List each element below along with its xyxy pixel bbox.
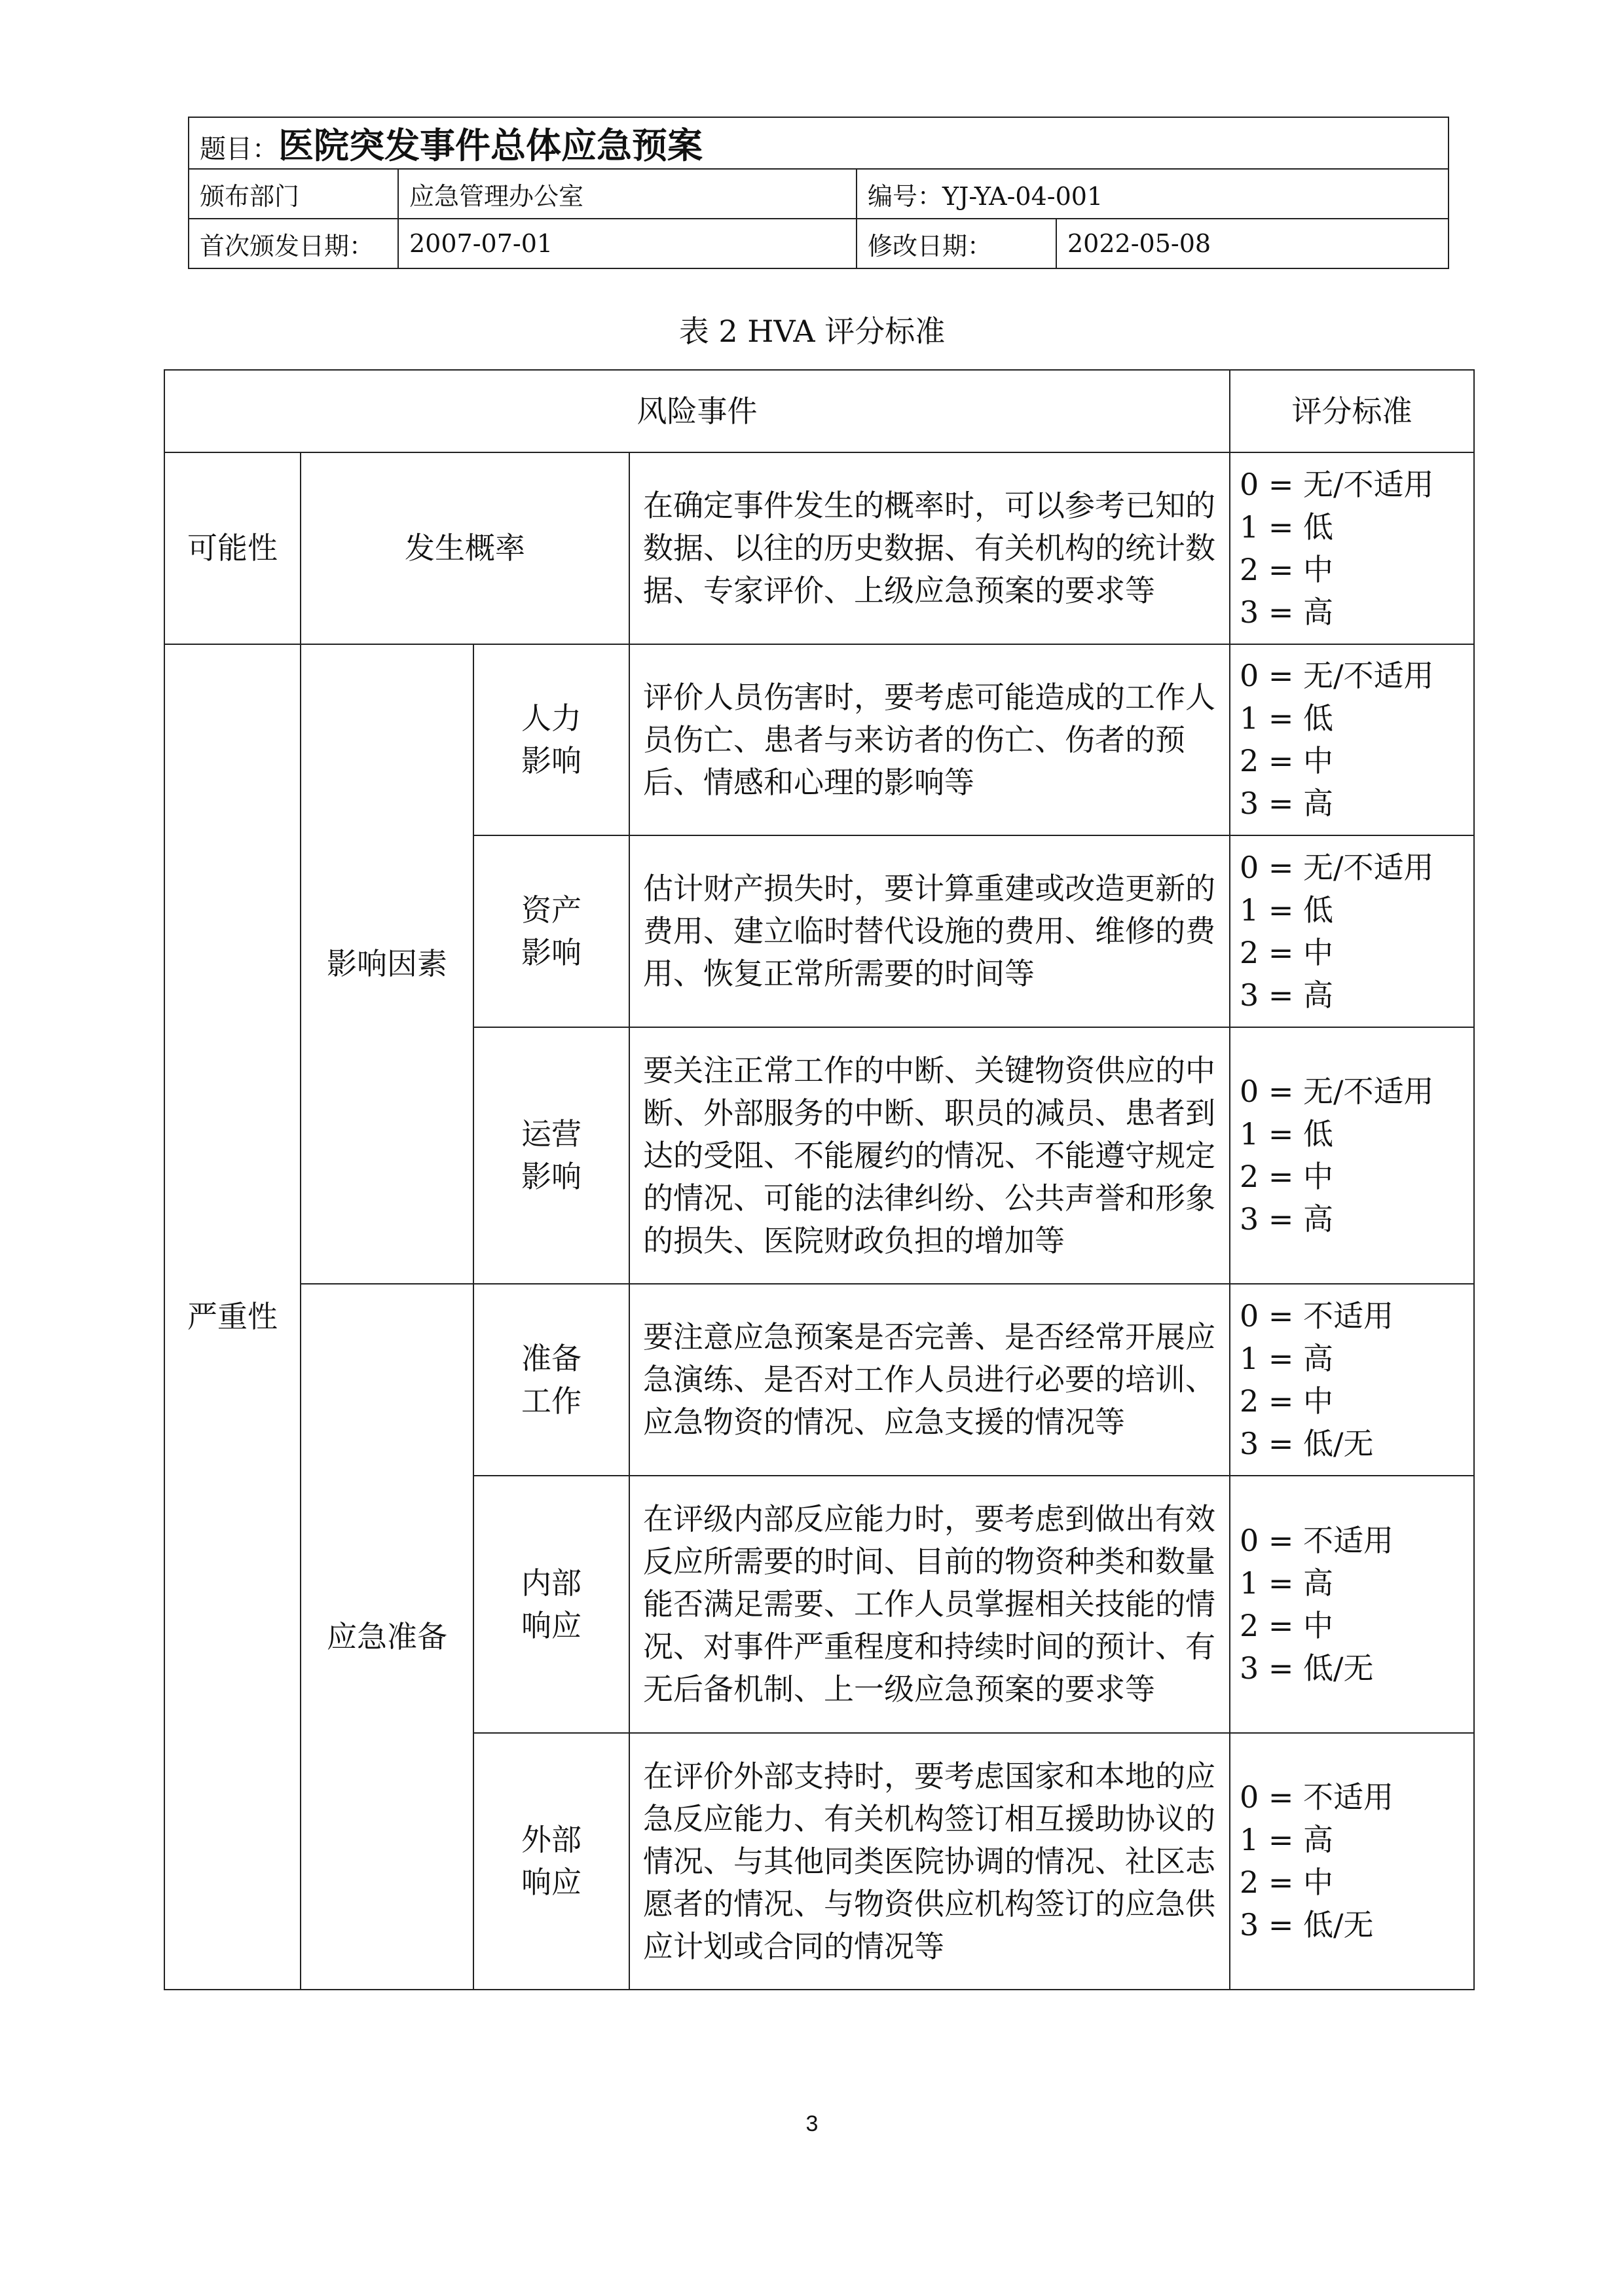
score-2: 2 = 中: [1240, 1159, 1334, 1194]
sublabel: [473, 835, 629, 1027]
score-0: 0 = 无/不适用: [1240, 658, 1434, 693]
score-3: 3 = 低/无: [1240, 1425, 1374, 1461]
sublabel-line: 影响: [521, 934, 581, 970]
description: 在评价外部支持时，要考虑国家和本地的应急反应能力、有关机构签订相互援助协议的情况、与其他同类医院协调的情况、社区志愿者的情况、与物资供应机构签订的应急供应计划或合同的情况等: [629, 1733, 1230, 1990]
score-3: 3 = 高: [1240, 786, 1334, 821]
dept-label: 颁布部门: [189, 169, 398, 219]
score-2: 2 = 中: [1240, 1607, 1334, 1643]
score-1: 1 = 低: [1240, 892, 1334, 928]
score-list: [1230, 835, 1474, 1027]
score-1: 1 = 高: [1240, 1340, 1334, 1376]
sublabel-line: 响应: [521, 1607, 581, 1643]
sublabel: [473, 1476, 629, 1733]
score-3: 3 = 低/无: [1240, 1907, 1374, 1942]
page-number: 3: [805, 2111, 819, 2136]
revised-label: 修改日期：: [857, 219, 1056, 268]
description: 要关注正常工作的中断、关键物资供应的中断、外部服务的中断、职员的减员、患者到达的受阻、不能履约的情况、不能遵守规定的情况、可能的法律纠纷、公共声誉和形象的损失、医院财政负担的增加等: [629, 1027, 1230, 1284]
score-2: 2 = 中: [1240, 1865, 1334, 1900]
score-3: 3 = 高: [1240, 977, 1334, 1013]
score-0: 0 = 无/不适用: [1240, 1074, 1434, 1109]
score-list: [1230, 1027, 1474, 1284]
description: 在确定事件发生的概率时，可以参考已知的数据、以往的历史数据、有关机构的统计数据、专家评价、上级应急预案的要求等: [629, 452, 1230, 644]
first-issue-label: 首次颁发日期：: [189, 219, 398, 268]
score-1: 1 = 高: [1240, 1565, 1334, 1601]
table-caption: 表 2 HVA 评分标准: [678, 314, 946, 349]
group-impact-factors: 影响因素: [301, 644, 473, 1284]
document-header-table: [188, 117, 1449, 269]
col-header-risk-event: 风险事件: [164, 370, 1230, 452]
score-0: 0 = 无/不适用: [1240, 466, 1434, 502]
sublabel: [473, 1284, 629, 1476]
score-1: 1 = 低: [1240, 509, 1334, 545]
sublabel-line: 影响: [521, 1159, 581, 1194]
title-cell: [189, 117, 1449, 169]
sublabel-line: 工作: [521, 1383, 581, 1419]
title-prefix: 题目：: [200, 134, 278, 164]
code-cell: [857, 169, 1449, 219]
sublabel-line: 准备: [521, 1340, 581, 1376]
score-1: 1 = 高: [1240, 1822, 1334, 1857]
sublabel-line: 内部: [521, 1565, 581, 1601]
dept-value: 应急管理办公室: [398, 169, 857, 219]
score-2: 2 = 中: [1240, 551, 1334, 587]
document-title: 医院突发事件总体应急预案: [278, 125, 703, 166]
sublabel-line: 资产: [521, 892, 581, 928]
header-row: [164, 370, 1474, 452]
score-2: 2 = 中: [1240, 1383, 1334, 1419]
first-issue-value: 2007-07-01: [398, 219, 857, 268]
score-2: 2 = 中: [1240, 743, 1334, 778]
score-3: 3 = 高: [1240, 594, 1334, 630]
score-0: 0 = 无/不适用: [1240, 849, 1434, 885]
label-probability: 发生概率: [301, 452, 629, 644]
col-header-scoring: 评分标准: [1230, 370, 1474, 452]
description: 估计财产损失时，要计算重建或改造更新的费用、建立临时替代设施的费用、维修的费用、恢复正常所需要的时间等: [629, 835, 1230, 1027]
table-row: [164, 1284, 1474, 1476]
category-severity: 严重性: [164, 644, 301, 1990]
score-list: [1230, 452, 1474, 644]
score-list: [1230, 1284, 1474, 1476]
sublabel-line: 人力: [521, 701, 581, 736]
sublabel-line: 影响: [521, 743, 581, 778]
sublabel: [473, 644, 629, 835]
score-list: [1230, 644, 1474, 835]
score-3: 3 = 低/无: [1240, 1650, 1374, 1686]
hva-scoring-table: [164, 369, 1475, 1990]
description: 要注意应急预案是否完善、是否经常开展应急演练、是否对工作人员进行必要的培训、应急物资的情况、应急支援的情况等: [629, 1284, 1230, 1476]
group-emergency-preparedness: 应急准备: [301, 1284, 473, 1990]
sublabel-line: 外部: [521, 1822, 581, 1857]
score-0: 0 = 不适用: [1240, 1298, 1394, 1334]
description: 评价人员伤害时，要考虑可能造成的工作人员伤亡、患者与来访者的伤亡、伤者的预后、情感和心理的影响等: [629, 644, 1230, 835]
table-row: [164, 644, 1474, 835]
category-possibility: 可能性: [164, 452, 301, 644]
score-0: 0 = 不适用: [1240, 1522, 1394, 1558]
revised-value: 2022-05-08: [1056, 219, 1449, 268]
description: 在评级内部反应能力时，要考虑到做出有效反应所需要的时间、目前的物资种类和数量能否满足需要、工作人员掌握相关技能的情况、对事件严重程度和持续时间的预计、有无后备机制、上一级应急预案的要求等: [629, 1476, 1230, 1733]
sublabel: [473, 1733, 629, 1990]
sublabel-line: 运营: [521, 1116, 581, 1152]
score-1: 1 = 低: [1240, 701, 1334, 736]
score-0: 0 = 不适用: [1240, 1779, 1394, 1815]
score-1: 1 = 低: [1240, 1116, 1334, 1152]
code-value: YJ-YA-04-001: [942, 181, 1103, 211]
sublabel-line: 响应: [521, 1865, 581, 1900]
table-row: [164, 452, 1474, 644]
score-2: 2 = 中: [1240, 934, 1334, 970]
code-label: 编号：: [868, 181, 943, 211]
score-3: 3 = 高: [1240, 1201, 1334, 1237]
score-list: [1230, 1476, 1474, 1733]
sublabel: [473, 1027, 629, 1284]
score-list: [1230, 1733, 1474, 1990]
